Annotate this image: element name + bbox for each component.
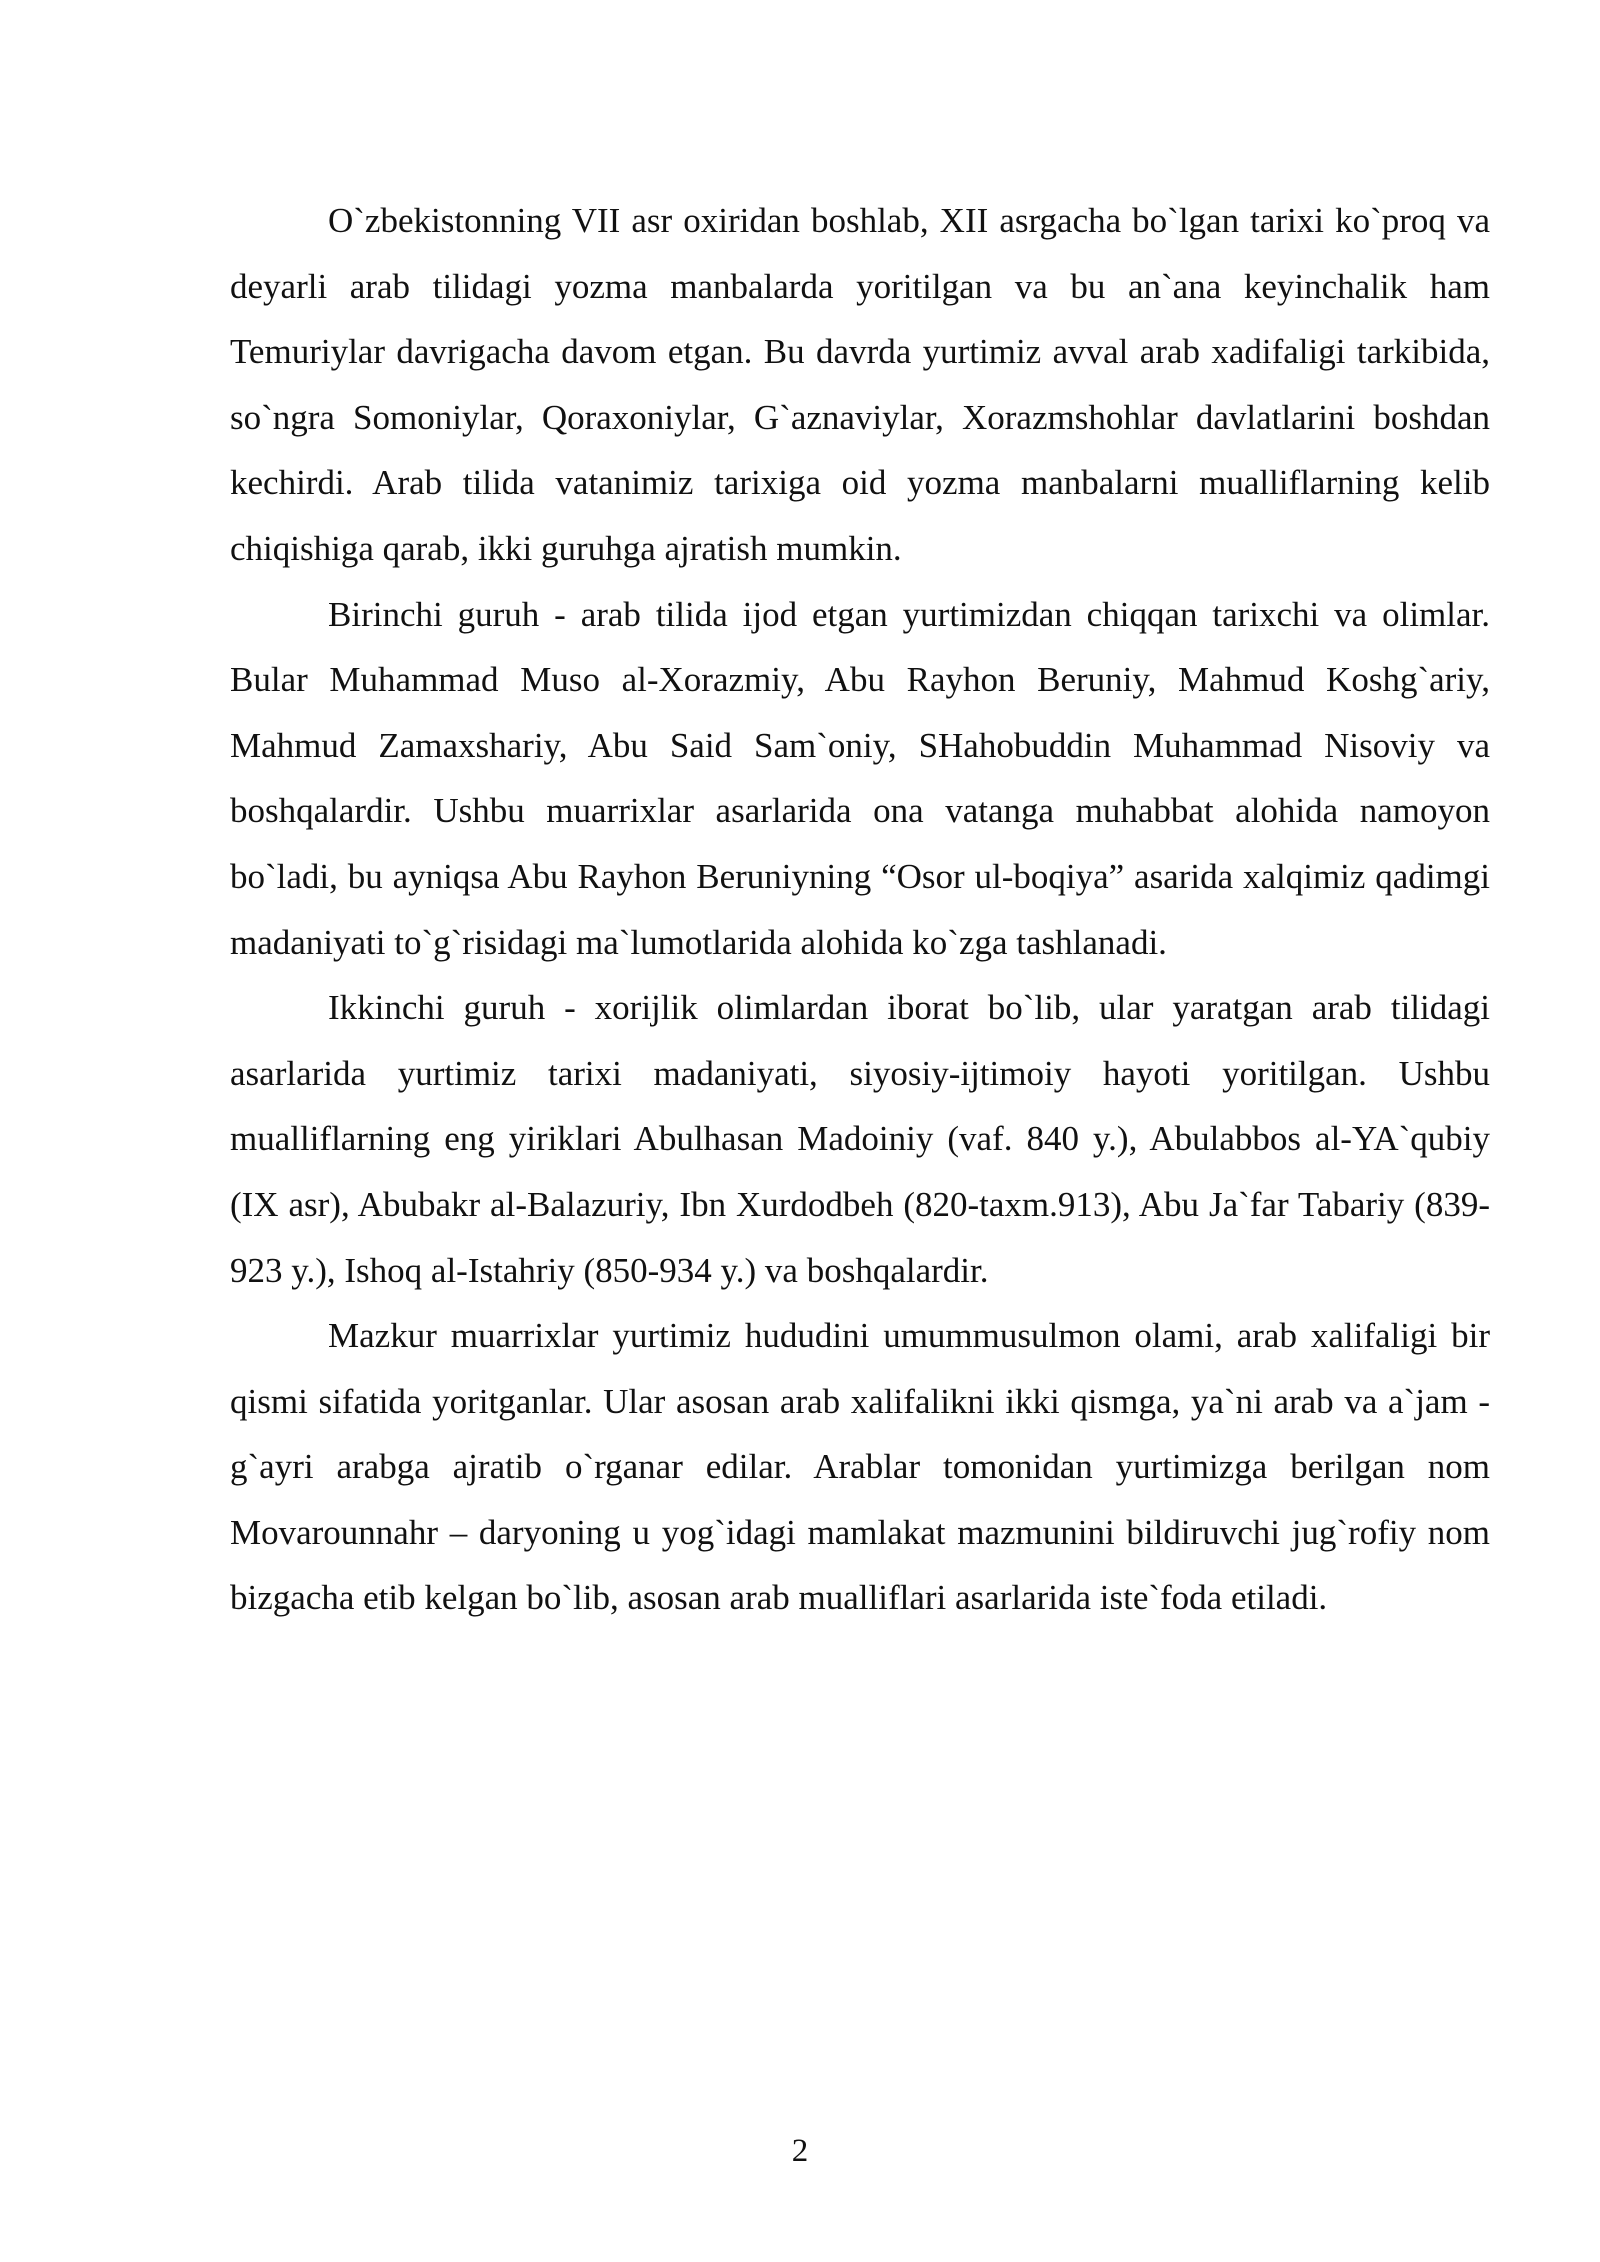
page-number: 2	[791, 2133, 809, 2169]
paragraph-4: Mazkur muarrixlar yurtimiz hududini umummusulmon olami, arab xalifaligi bir qismi sifatida yoritganlar. Ular asosan arab xalifalikni ikki qismga, ya`ni arab va a`jam - g`ayri arabga ajratib o`rganar edilar. Arablar tomonidan yurtimizga berilgan nom Movarounnahr – daryoning u yog`idagi mamlakat mazmunini bildiruvchi jug`rofiy nom bizgacha etib kelgan bo`lib, asosan arab mualliflari asarlarida iste`foda etiladi.	[230, 1316, 1490, 1618]
paragraph-2: Birinchi guruh - arab tilida ijod etgan yurtimizdan chiqqan tarixchi va olimlar. Bular Muhammad Muso al-Xorazmiy, Abu Rayhon Beruniy, Mahmud Koshg`ariy, Mahmud Zamaxshariy, Abu Said Sam`oniy, SHahobuddin Muhammad Nisoviy va boshqalardir. Ushbu muarrixlar asarlarida ona vatanga muhabbat alohida namoyon bo`ladi, bu ayniqsa Abu Rayhon Beruniyning “Osor ul-boqiya” asarida xalqimiz qadimgi madaniyati to`g`risidagi ma`lumotlarida alohida ko`zga tashlanadi.	[230, 594, 1490, 962]
paragraph-3: Ikkinchi guruh - xorijlik olimlardan iborat bo`lib, ular yaratgan arab tilidagi asarlarida yurtimiz tarixi madaniyati, siyosiy-ijtimoiy hayoti yoritilgan. Ushbu mualliflarning eng yiriklari Abulhasan Madoiniy (vaf. 840 y.), Abulabbos al-YA`qubiy (IX asr), Abubakr al-Balazuriy, Ibn Xurdodbeh (820-taxm.913), Abu Ja`far Tabariy (839-923 y.), Ishoq al-Istahriy (850-934 y.) va boshqalardir.	[230, 988, 1490, 1290]
paragraph-1: O`zbekistonning VII asr oxiridan boshlab, XII asrgacha bo`lgan tarixi ko`proq va deyarli arab tilidagi yozma manbalarda yoritilgan va bu an`ana keyinchalik ham Temuriylar davrigacha davom etgan. Bu davrda yurtimiz avval arab xadifaligi tarkibida, so`ngra Somoniylar, Qoraxoniylar, G`aznaviylar, Xorazmshohlar davlatlarini boshdan kechirdi. Arab tilida vatanimiz tarixiga oid yozma manbalarni mualliflarning kelib chiqishiga qarab, ikki guruhga ajratish mumkin.	[230, 201, 1490, 568]
document-body	[230, 188, 1490, 1631]
